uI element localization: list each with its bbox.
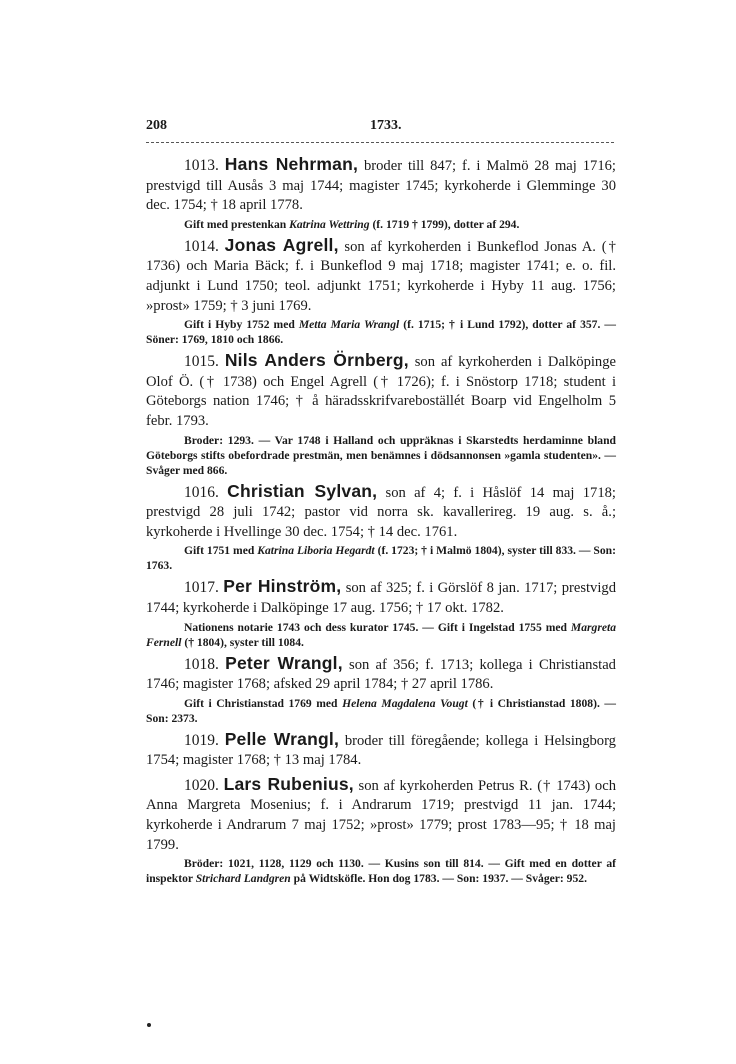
- entry-number: 1013.: [184, 157, 219, 174]
- entry-main-text: [146, 577, 616, 618]
- biography-entry: [146, 730, 616, 771]
- note-text: (f. 1723; † i Malmö 1804), syster till 833. — Son: 1763.: [146, 544, 616, 573]
- entry-body: broder till föregående; kollega i Helsingborg 1754; magister 1768; † 13 maj 1784.: [146, 732, 616, 769]
- running-head-year: 1733.: [370, 118, 402, 133]
- entry-main-text: [146, 482, 616, 543]
- entry-name: Nils Anders Örnberg,: [224, 350, 409, 371]
- note-spouse-name: Strichard Landgren: [195, 872, 291, 886]
- entry-name: Per Hinström,: [223, 576, 342, 597]
- note-text: Gift 1751 med: [184, 544, 258, 558]
- entry-main-text: [146, 236, 616, 316]
- biography-entry: [146, 236, 616, 347]
- note-text: Nationens notarie 1743 och dess kurator 1745. — Gift i Ingelstad 1755 med: [184, 620, 571, 634]
- note-text: († 1804), syster till 1084.: [181, 635, 304, 649]
- entry-main-text: [146, 155, 616, 216]
- note-text: Gift i Hyby 1752 med: [184, 318, 299, 332]
- note-text: (f. 1719 † 1799), dotter af 294.: [369, 217, 520, 231]
- note-spouse-name: Katrina Liboria Hegardt: [257, 544, 375, 558]
- entry-note: [146, 433, 616, 478]
- entry-body: son af 4; f. i Håslöf 14 maj 1718; prestvigd 28 juli 1742; pastor vid norra sk. kavallerireg. 19 aug. s. å.; kyrkoherde i Hvellinge 30 dec. 1754; † 14 dec. 1761.: [146, 484, 616, 540]
- entry-main-text: [146, 730, 616, 771]
- entry-number: 1015.: [184, 353, 219, 371]
- entry-number: 1017.: [184, 579, 219, 597]
- entry-name: Pelle Wrangl,: [224, 728, 340, 749]
- note-text: Broder: 1293. — Var 1748 i Halland och uppräknas i Skarstedts herdaminne bland Göteborgs stifts obefordrade prestmän, men benämnes i dödsannonsen »gamla studenten». — Svåger med 866.: [146, 433, 616, 477]
- note-text: Bröder: 1021, 1128, 1129 och 1130. — Kusins son till 814. — Gift med en dotter af inspektor: [146, 857, 616, 886]
- biography-entry: [146, 775, 616, 886]
- note-text: Gift i Christianstad 1769 med: [184, 696, 343, 710]
- entry-body: son af 325; f. i Görslöf 8 jan. 1717; prestvigd 1744; kyrkoherde i Dalköpinge 17 aug. 1756; † 17 okt. 1782.: [146, 580, 617, 616]
- note-spouse-name: Katrina Wettring: [289, 217, 370, 231]
- entry-note: [146, 856, 616, 886]
- entry-body: son af 356; f. 1713; kollega i Christianstad 1746; magister 1768; afsked 29 april 1784; † 27 april 1786.: [146, 656, 616, 693]
- entry-note: [146, 317, 616, 347]
- note-spouse-name: Metta Maria Wrangl: [298, 318, 400, 332]
- entry-body: son af kyrkoherden Petrus R. († 1743) och Anna Margreta Mosenius; f. i Andrarum 1719; prestvigd 11 jan. 1744; kyrkoherde i Andrarum 7 maj 1752; »prost» 1779; prost 1783—95; † 18 maj 1799.: [146, 777, 617, 853]
- entry-name: Christian Sylvan,: [227, 480, 378, 501]
- entry-main-text: [146, 654, 616, 695]
- entry-main-text: [146, 775, 616, 855]
- entry-note: [146, 217, 616, 232]
- note-text: Gift med prestenkan: [184, 217, 290, 231]
- entry-name: Jonas Agrell,: [224, 234, 339, 255]
- entry-number: 1019.: [184, 731, 219, 749]
- entry-main-text: [146, 351, 616, 431]
- note-text: († i Christianstad 1808). — Son: 2373.: [146, 696, 616, 725]
- biography-entry: [146, 155, 616, 232]
- biography-entry: [146, 482, 616, 574]
- page-number: 208: [146, 118, 167, 133]
- biography-entry: [146, 654, 616, 726]
- page-header: [146, 118, 616, 138]
- entry-number: 1014.: [184, 237, 219, 255]
- entry-body: son af kyrkoherden i Dalköpinge Olof Ö. († 1738) och Engel Agrell († 1726); f. i Snöstorp 1718; student i Göteborgs nation 1746; † å häradsskrifvareboställét Boarp vid Engelholm 5 febr. 1793.: [146, 354, 617, 429]
- entry-number: 1018.: [184, 655, 219, 673]
- entry-note: [146, 696, 616, 726]
- entry-note: [146, 543, 616, 573]
- note-spouse-name: Helena Magdalena Vougt: [342, 696, 468, 710]
- biography-entry: [146, 577, 616, 649]
- entry-body: broder till 847; f. i Malmö 28 maj 1716; prestvigd till Ausås 3 maj 1744; magister 1745; kyrkoherde i Glemminge 30 dec. 1754; † 18 april 1778.: [146, 158, 616, 214]
- entry-name: Peter Wrangl,: [225, 652, 343, 673]
- entry-name: Lars Rubenius,: [223, 773, 354, 794]
- biography-entry: [146, 351, 616, 477]
- note-spouse-name: Margreta Fernell: [146, 620, 616, 649]
- entry-name: Hans Nehrman,: [224, 154, 359, 174]
- entry-number: 1016.: [184, 483, 219, 501]
- entry-note: [146, 620, 616, 650]
- note-text: (f. 1715; † i Lund 1792), dotter af 357. — Söner: 1769, 1810 och 1866.: [146, 318, 616, 347]
- entry-number: 1020.: [184, 776, 219, 794]
- entry-body: son af kyrkoherden i Bunkeflod Jonas A. († 1736) och Maria Bäck; f. i Bunkeflod 9 maj 1718; magister 1741; e. o. fil. adjunkt i Lund 1750; teol. adjunkt 1751; kyrkoherde i Hyby 11 aug. 1756; »prost» 1759; † 3 juni 1769.: [146, 238, 616, 314]
- note-text: på Widtsköfle. Hon dog 1783. — Son: 1937. — Svåger: 952.: [290, 872, 587, 886]
- header-rule: [146, 142, 614, 143]
- stray-mark: [147, 1023, 151, 1027]
- entries-list: [146, 155, 616, 890]
